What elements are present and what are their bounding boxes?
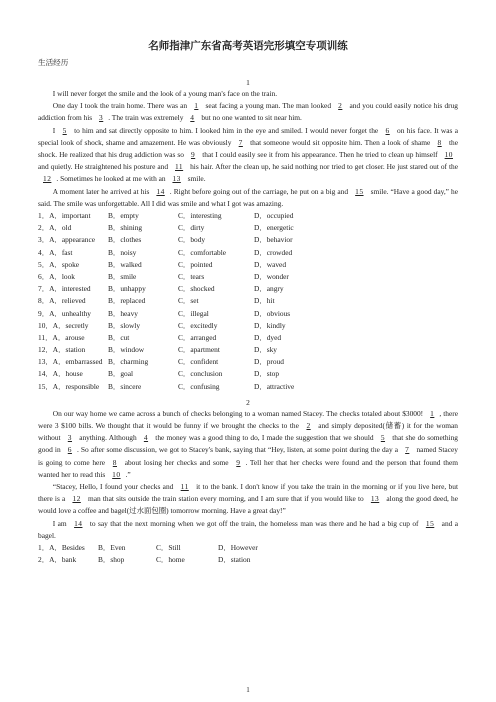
answer-blank: 2 (338, 101, 343, 111)
paragraph-text: to him and sat directly opposite to him. I looked him in the eye and smiled. I would never forget the (71, 125, 381, 135)
paragraph-text: man that sits outside the train station every morning, and I am sure that if you would like to (85, 494, 366, 504)
option-choice: 13．A．embarrassed (38, 357, 103, 367)
paragraph-text: but no one wanted to sit near him. (199, 113, 302, 123)
paragraph-text: . So after some discussion, we got to Stacey's bank, saying that “Hey, listen, at some point during the day a (76, 445, 401, 455)
answer-blank: 8 (112, 457, 117, 467)
paragraph-text: the money was a good thing to do, I made the suggestion that we should (153, 433, 376, 443)
paragraph-text: “Stacey, Hello, I found your checks and (52, 482, 176, 492)
option-choice: 11．A．arouse (38, 332, 85, 342)
option-choice: C．dirty (178, 223, 205, 233)
category-label: 生活经历 (38, 58, 69, 67)
answer-blank: 1 (194, 101, 199, 111)
option-choice: C．interesting (178, 211, 222, 221)
paragraph-text: On our way home we came across a bunch of checks belonging to a woman named Stacey. The checks totaled about $3000! (52, 408, 426, 418)
option-choice: D．energetic (254, 223, 294, 233)
paragraph-text: along the good deed, he would love a coffee and bagel(过水面包圈) tomorrow morning. Have a great day!” (38, 494, 458, 516)
paragraph-text: . The train was extremely (108, 113, 186, 123)
option-choice: 2．A．old (38, 223, 72, 233)
option-choice: D．crowded (254, 247, 293, 257)
option-choice: B．noisy (108, 247, 137, 257)
answer-blank: 11 (175, 162, 184, 172)
option-choice: 7．A．interested (38, 284, 91, 294)
option-choice: B．walked (108, 259, 142, 269)
option-choice: D．However (218, 543, 258, 553)
answer-blank: 12 (72, 494, 81, 504)
document-title: 名师指津广东省高考英语完形填空专项训练 (148, 41, 348, 52)
option-choice: 5．A．spoke (38, 259, 80, 269)
option-choice: C．shocked (178, 284, 215, 294)
paragraph-text: anything. Although (77, 433, 139, 443)
option-choice: B．clothes (108, 235, 142, 245)
paragraph-text: .” (125, 469, 131, 479)
option-choice: 2．A．bank (38, 555, 77, 565)
option-choice: D．stop (254, 369, 280, 379)
passage2-options (38, 542, 458, 566)
option-row (38, 259, 458, 271)
answer-blank: 7 (238, 137, 243, 147)
option-row (38, 222, 458, 234)
option-choice: C．set (178, 296, 199, 306)
answer-blank: 4 (190, 113, 195, 123)
option-choice: C．tears (178, 271, 205, 281)
answer-blank: 8 (437, 137, 442, 147)
paragraph-text: the shock. He realized that his drug addiction was so (38, 137, 458, 160)
option-choice: D．sky (254, 345, 277, 355)
option-choice: 9．A．unhealthy (38, 308, 91, 318)
option-choice: B．Even (98, 543, 126, 553)
option-choice: B．slowly (108, 320, 141, 330)
option-row (38, 295, 458, 307)
answer-blank: 3 (67, 433, 72, 443)
answer-blank: 15 (425, 518, 435, 528)
paragraph-text: and simply deposited(储蓄) it for the woman without (38, 421, 458, 443)
answer-blank: 10 (112, 469, 121, 479)
option-choice: D．station (218, 555, 251, 565)
answer-blank: 14 (74, 518, 83, 528)
option-choice: B．heavy (108, 308, 138, 318)
option-choice: 1．A．important (38, 211, 91, 221)
paragraph-text: smile. (185, 174, 206, 184)
option-row (38, 344, 458, 356)
paragraph-text: that I could easily see it from his appearance. Then he tried to clean up himself (200, 150, 440, 160)
answer-blank: 9 (190, 150, 196, 160)
option-choice: B．cut (108, 332, 130, 342)
paragraph-text: A moment later he arrived at his (52, 186, 152, 196)
option-choice: B．smile (108, 271, 137, 281)
option-choice: D．behavior (254, 235, 293, 245)
option-choice: C．confident (178, 357, 219, 367)
option-row (38, 368, 458, 380)
passage1-paragraph-1: I will never forget the smile and the look of a young man's face on the train. (52, 89, 278, 98)
answer-blank: 5 (62, 125, 67, 135)
paragraph-text: on his face. It was a special look of shock, shame and amazement. He was obviously (38, 125, 458, 147)
option-choice: B．empty (108, 211, 139, 221)
paragraph-text: and you could easily notice his drug addiction from his (38, 101, 458, 123)
answer-blank: 11 (180, 482, 189, 492)
passage2-paragraph-1 (38, 408, 458, 481)
option-row (38, 554, 458, 566)
option-row (38, 356, 458, 368)
option-choice: 12．A．station (38, 345, 86, 355)
option-choice: D．hit (254, 296, 275, 306)
option-choice: C．body (178, 235, 206, 245)
option-choice: B．replaced (108, 296, 146, 306)
paragraph-text: I (52, 125, 58, 135)
answer-blank: 12 (43, 174, 52, 184)
paragraph-text: seat facing a young man. The man looked (203, 101, 334, 111)
option-row (38, 283, 458, 295)
passage2-paragraph-2 (38, 481, 458, 518)
option-choice: B．unhappy (108, 284, 146, 294)
paragraph-text: . Right before going out of the carriage, he put on a big and (169, 186, 351, 196)
option-choice: D．occupied (254, 211, 294, 221)
answer-blank: 13 (370, 494, 380, 504)
option-choice: B．goal (108, 369, 134, 379)
paragraph-text: his hair. After the clean up, he said nothing nor tried to get closer. He just stared out of the (188, 162, 458, 172)
option-choice: 4．A．fast (38, 247, 73, 257)
passage-number-1: 1 (246, 78, 250, 87)
paragraph-text: and quietly. He straightened his posture and (38, 162, 170, 172)
option-choice: D．kindly (254, 320, 286, 330)
paragraph-text: I am (52, 518, 70, 528)
option-choice: C．confusing (178, 381, 220, 391)
option-row (38, 234, 458, 246)
option-row (38, 542, 458, 554)
paragraph-text: One day I took the train home. There was an (52, 101, 190, 111)
answer-blank: 2 (306, 421, 311, 431)
option-row (38, 308, 458, 320)
passage1-paragraph-4 (38, 186, 458, 210)
option-choice: D．attractive (254, 381, 295, 391)
option-choice: C．pointed (178, 259, 213, 269)
option-choice: 8．A．relieved (38, 296, 86, 306)
option-choice: D．waved (254, 259, 287, 269)
option-row (38, 210, 458, 222)
paragraph-text: . Tell her that her checks were found and the person that found them wanted her to read this (38, 457, 458, 479)
option-choice: D．proud (254, 357, 284, 367)
option-choice: C．arranged (178, 332, 217, 342)
option-choice: C．Still (156, 543, 181, 553)
answer-blank: 1 (430, 408, 435, 418)
answer-blank: 6 (67, 445, 72, 455)
option-row (38, 247, 458, 259)
option-choice: C．comfortable (178, 247, 227, 257)
option-choice: D．obvious (254, 308, 291, 318)
document-body (38, 77, 458, 566)
option-choice: 10．A．secretly (38, 320, 89, 330)
passage-2 (38, 397, 458, 567)
paragraph-text: , there were 3 $100 bills. We thought that it would be funny if we brought the checks to the (38, 408, 458, 431)
page-number: 1 (246, 686, 250, 694)
answer-blank: 14 (156, 186, 165, 196)
answer-blank: 10 (444, 150, 453, 160)
option-choice: 15．A．responsible (38, 381, 100, 391)
option-choice: D．angry (254, 284, 284, 294)
option-row (38, 320, 458, 332)
option-choice: B．window (108, 345, 145, 355)
option-choice: D．wonder (254, 271, 289, 281)
option-choice: C．apartment (178, 345, 220, 355)
answer-blank: 4 (143, 433, 149, 443)
paragraph-text: to say that the next morning when we got off the train, the homeless man was there and he had a big cup of (87, 518, 421, 528)
option-row (38, 381, 458, 393)
passage-number-2: 2 (246, 397, 250, 407)
option-choice: C．illegal (178, 308, 209, 318)
paragraph-text: that someone would sit opposite him. Then a look of shame (247, 137, 433, 147)
answer-blank: 7 (405, 445, 410, 455)
option-choice: C．conclusion (178, 369, 223, 379)
passage1-paragraph-3 (38, 125, 458, 186)
option-choice: 14．A．house (38, 369, 83, 379)
answer-blank: 6 (385, 125, 390, 135)
option-choice: 3．A．appearance (38, 235, 96, 245)
option-choice: B．shining (108, 223, 143, 233)
option-choice: 6．A．look (38, 271, 75, 281)
answer-blank: 15 (355, 186, 364, 196)
paragraph-text: smile. “Have a good day,” he said. The smile was unforgettable. All I did was smile and what I got was amazing. (38, 186, 459, 208)
paragraph-text: it to the bank. I don't know if you take the train in the morning or if you live here, but there is a (38, 482, 458, 504)
passage1-paragraph-2 (38, 100, 458, 124)
passage1-options (38, 210, 458, 393)
paragraph-text: about losing her checks and some (122, 457, 232, 467)
option-choice: 1．A．Besides (38, 543, 85, 553)
option-choice: C．excitedly (178, 320, 218, 330)
option-row (38, 271, 458, 283)
option-choice: B．sincere (108, 381, 142, 391)
paragraph-text: named Stacey is going to come here (38, 445, 458, 467)
passage2-paragraph-3 (38, 518, 458, 542)
paragraph-text: . Sometimes he looked at me with an (56, 174, 168, 184)
paragraph-text: and a bagel. (38, 518, 458, 540)
answer-blank: 5 (380, 433, 386, 443)
option-choice: C．home (156, 555, 185, 565)
option-choice: B．charming (108, 357, 149, 367)
paragraph-text: that she do something good in (38, 433, 458, 455)
answer-blank: 9 (236, 457, 241, 467)
option-choice: D．dyed (254, 332, 282, 342)
answer-blank: 3 (99, 113, 104, 123)
option-row (38, 332, 458, 344)
answer-blank: 13 (172, 174, 181, 184)
option-choice: B．shop (98, 555, 125, 565)
